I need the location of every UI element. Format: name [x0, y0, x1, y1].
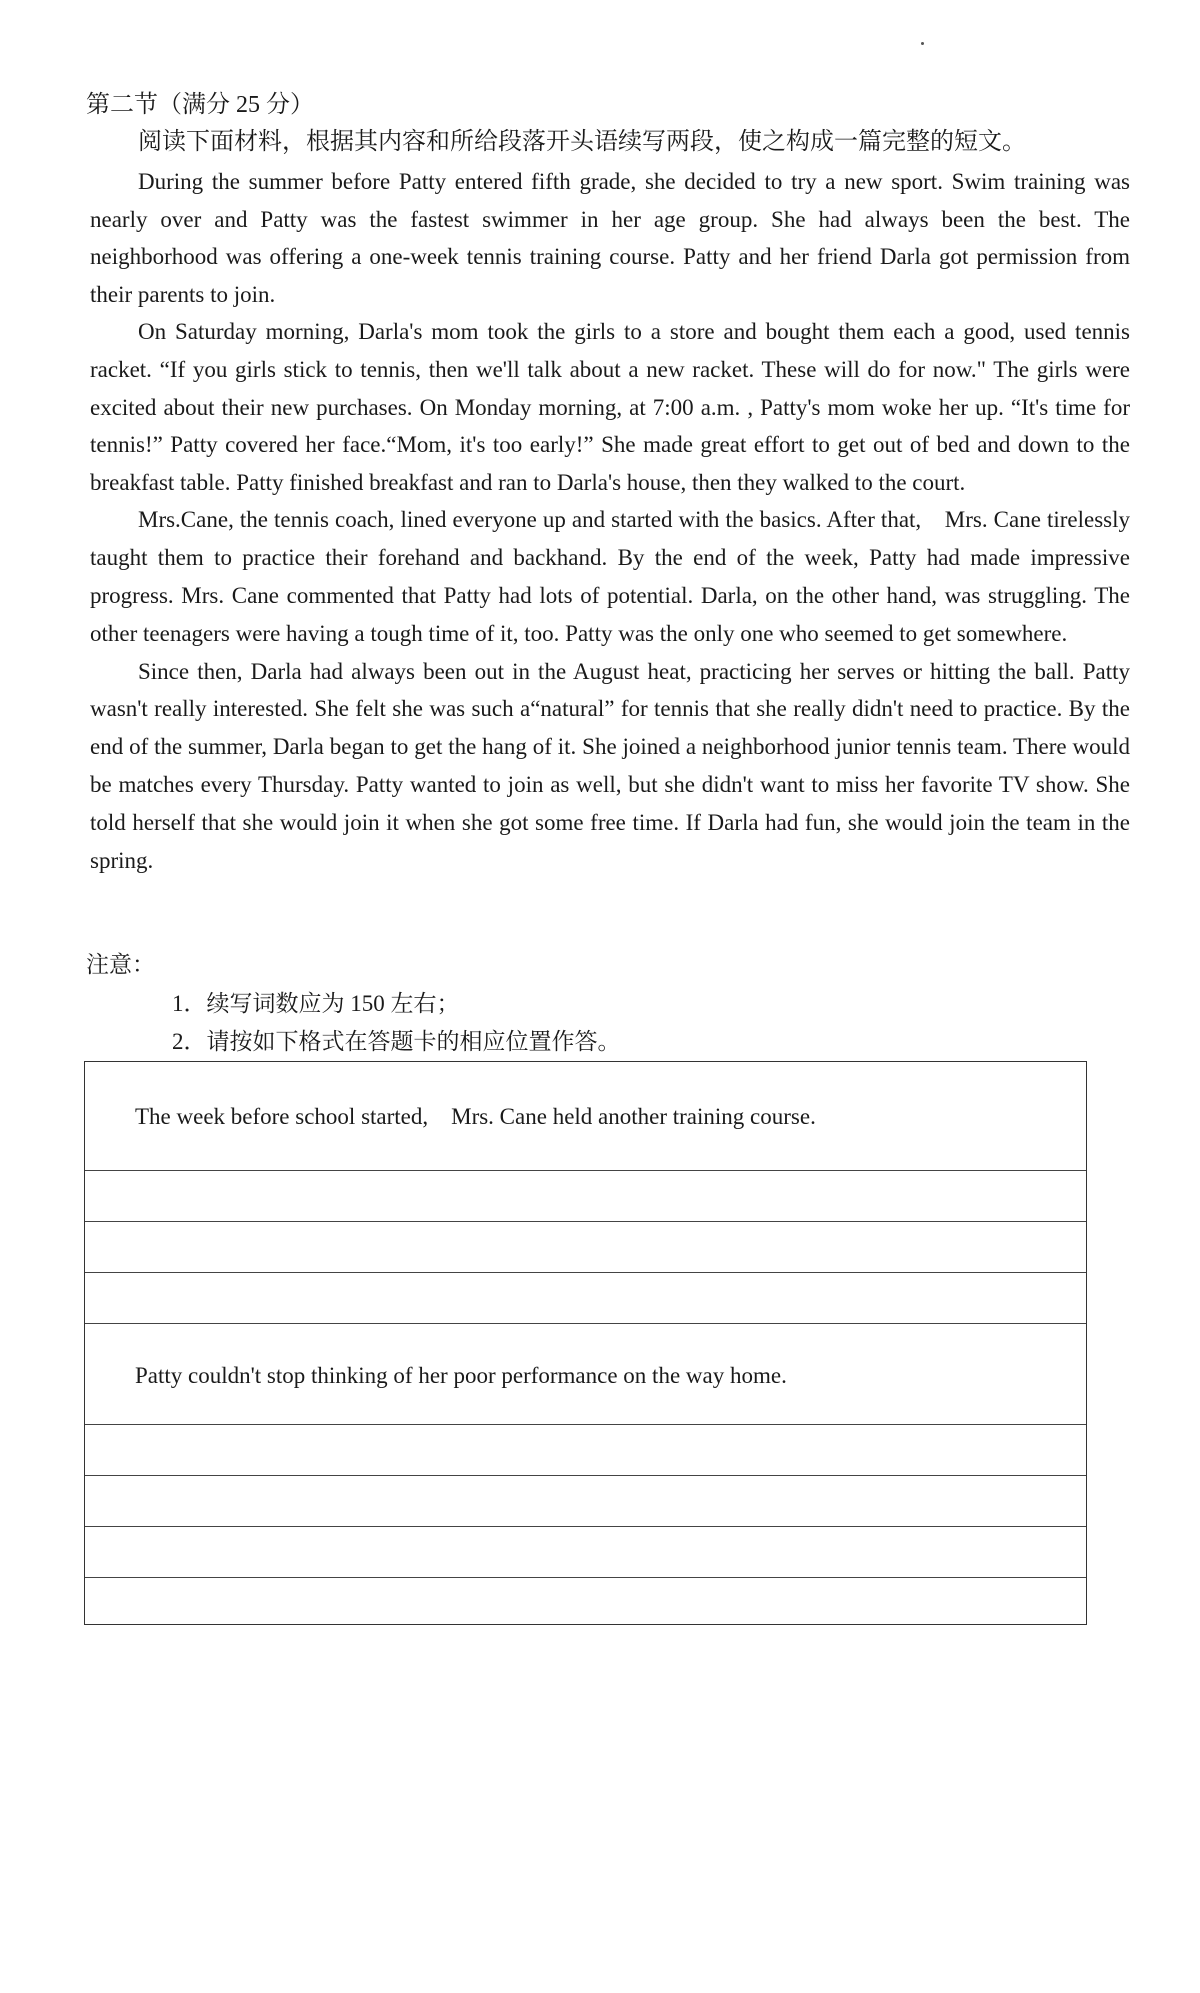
paragraph-prompt-2: Patty couldn't stop thinking of her poor performance on the way home. — [135, 1363, 787, 1388]
section-title: 第二节（满分 25 分） — [86, 92, 314, 118]
answer-row-prompt-1 — [85, 1062, 1086, 1171]
reading-passage — [90, 163, 1130, 879]
answer-line[interactable] — [85, 1273, 1086, 1324]
passage-paragraph-1: During the summer before Patty entered fifth grade, she decided to try a new sport. Swim training was nearly over and Patty was the fastest swimmer in her age group. She had always been the best. The neighborhood was offering a one-week tennis training course. Patty and her friend Darla got permission from their parents to join. — [90, 169, 1130, 307]
passage-paragraph-3: Mrs.Cane, the tennis coach, lined everyone up and started with the basics. After that, Mrs. Cane tirelessly taught them to practice their forehand and backhand. By the end of the week, Patty had made impressive progress. Mrs. Cane commented that Patty had lots of potential. Darla, on the other hand, was struggling. The other teenagers were having a tough time of it, too. Patty was the only one who seemed to get somewhere. — [90, 507, 1130, 646]
answer-line[interactable] — [85, 1476, 1086, 1527]
answer-line[interactable] — [85, 1527, 1086, 1578]
instruction-text: 阅读下面材料，根据其内容和所给段落开头语续写两段，使之构成一篇完整的短文。 — [138, 129, 1026, 155]
answer-line[interactable] — [85, 1578, 1086, 1624]
passage-paragraph-2: On Saturday morning, Darla's mom took the girls to a store and bought them each a good, used tennis racket. “If you girls stick to tennis, then we'll talk about a new racket. These will do for now." The girls were excited about their new purchases. On Monday morning, at 7:00 a.m. , Patty's mom woke her up. “It's time for tennis!” Patty covered her face.“Mom, it's too early!” She made great effort to get out of bed and down to the breakfast table. Patty finished breakfast and ran to Darla's house, then they walked to the court. — [90, 319, 1130, 495]
answer-line[interactable] — [85, 1425, 1086, 1476]
note-item-2: 2．请按如下格式在答题卡的相应位置作答。 — [172, 1029, 621, 1054]
note-item-1: 1．续写词数应为 150 左右； — [172, 991, 460, 1016]
answer-row-prompt-2 — [85, 1324, 1086, 1425]
answer-line[interactable] — [85, 1171, 1086, 1222]
notes-label: 注意： — [86, 952, 155, 977]
paragraph-prompt-1: The week before school started, Mrs. Cane held another training course. — [135, 1104, 816, 1129]
page-mark-dot — [921, 42, 924, 45]
answer-box — [84, 1061, 1087, 1625]
answer-line[interactable] — [85, 1222, 1086, 1273]
passage-paragraph-4: Since then, Darla had always been out in the August heat, practicing her serves or hitting the ball. Patty wasn't really interested. She felt she was such a“natural” for tennis that she really didn't need to practice. By the end of the summer, Darla began to get the hang of it. She joined a neighborhood junior tennis team. There would be matches every Thursday. Patty wanted to join as well, but she didn't want to miss her favorite TV show. She told herself that she would join it when she got some free time. If Darla had fun, she would join the team in the spring. — [90, 658, 1130, 873]
